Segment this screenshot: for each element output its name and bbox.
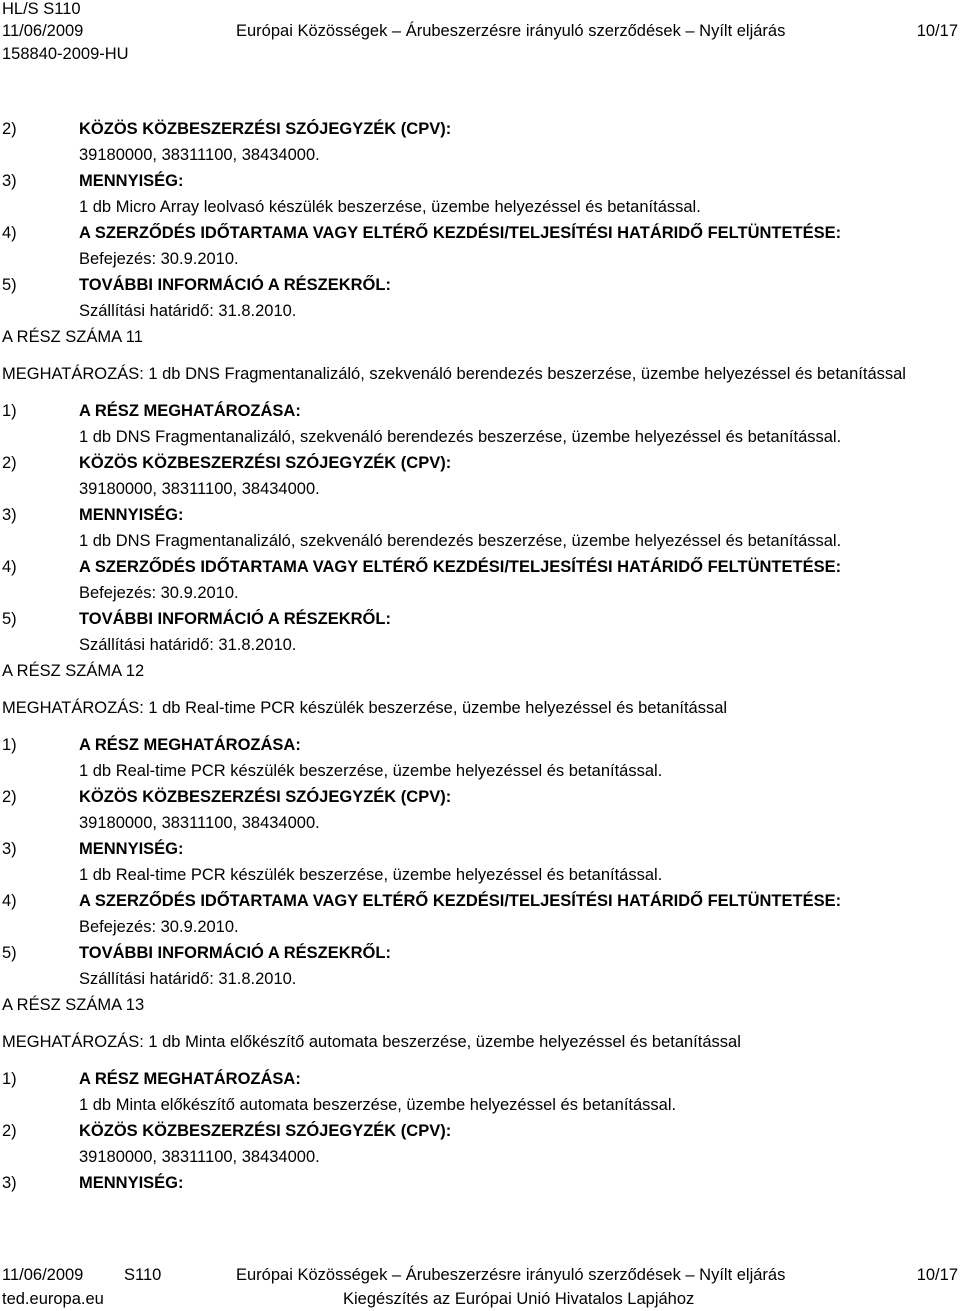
- item-number: 1): [2, 1070, 17, 1088]
- item-value: Befejezés: 30.9.2010.: [79, 250, 239, 268]
- item-number: 5): [2, 944, 17, 962]
- part-item-value: [0, 966, 960, 992]
- part-item-value: [0, 1144, 960, 1170]
- part-item: [0, 836, 960, 862]
- item-heading: KÖZÖS KÖZBESZERZÉSI SZÓJEGYZÉK (CPV):: [79, 1122, 452, 1140]
- header-title: Európai Közösségek – Árubeszerzésre irányuló szerződések – Nyílt eljárás: [236, 22, 786, 40]
- item-value: Szállítási határidő: 31.8.2010.: [79, 636, 297, 654]
- intro-item-duration: [0, 220, 960, 246]
- item-number: 4): [2, 892, 17, 910]
- page-footer: [0, 1262, 960, 1311]
- part-item-value: [0, 424, 960, 450]
- intro-item-info-value: [0, 298, 960, 324]
- part-item-value: [0, 476, 960, 502]
- item-heading: A RÉSZ MEGHATÁROZÁSA:: [79, 1070, 301, 1088]
- header-doc-id: 158840-2009-HU: [2, 45, 129, 63]
- item-number: 5): [2, 610, 17, 628]
- item-number: 2): [2, 120, 17, 138]
- part-definition: MEGHATÁROZÁS: 1 db DNS Fragmentanalizáló, szekvenáló berendezés beszerzése, üzembe helyezéssel és betanítással: [2, 365, 906, 383]
- item-number: 1): [2, 402, 17, 420]
- document-body: [0, 116, 960, 1196]
- part-item: [0, 1170, 960, 1196]
- item-value: 1 db DNS Fragmentanalizáló, szekvenáló berendezés beszerzése, üzembe helyezéssel és betanítással.: [79, 428, 842, 446]
- item-number: 2): [2, 454, 17, 472]
- item-heading: KÖZÖS KÖZBESZERZÉSI SZÓJEGYZÉK (CPV):: [79, 120, 452, 138]
- item-value: Befejezés: 30.9.2010.: [79, 584, 239, 602]
- item-value: 1 db Real-time PCR készülék beszerzése, üzembe helyezéssel és betanítással.: [79, 866, 663, 884]
- footer-supplement: Kiegészítés az Európai Unió Hivatalos Lapjához: [343, 1290, 695, 1308]
- footer-page-number: 10/17: [916, 1266, 958, 1284]
- footer-date: 11/06/2009: [2, 1266, 84, 1284]
- item-value: Szállítási határidő: 31.8.2010.: [79, 302, 297, 320]
- part-item: [0, 502, 960, 528]
- item-heading: A RÉSZ MEGHATÁROZÁSA:: [79, 402, 301, 420]
- item-number: 3): [2, 840, 17, 858]
- item-heading: A SZERZŐDÉS IDŐTARTAMA VAGY ELTÉRŐ KEZDÉSI/TELJESÍTÉSI HATÁRIDŐ FELTÜNTETÉSE:: [79, 558, 842, 576]
- intro-item-duration-value: [0, 246, 960, 272]
- part-item: [0, 1118, 960, 1144]
- header-series: HL/S S110: [2, 0, 81, 18]
- part-item: [0, 888, 960, 914]
- part-item: [0, 1066, 960, 1092]
- part-item-value: [0, 1092, 960, 1118]
- item-heading: A SZERZŐDÉS IDŐTARTAMA VAGY ELTÉRŐ KEZDÉSI/TELJESÍTÉSI HATÁRIDŐ FELTÜNTETÉSE:: [79, 892, 842, 910]
- item-number: 3): [2, 1174, 17, 1192]
- item-value: Befejezés: 30.9.2010.: [79, 918, 239, 936]
- item-number: 2): [2, 1122, 17, 1140]
- footer-title: Európai Közösségek – Árubeszerzésre irányuló szerződések – Nyílt eljárás: [236, 1266, 786, 1284]
- part-item: [0, 732, 960, 758]
- part-item-value: [0, 632, 960, 658]
- part-title: A RÉSZ SZÁMA 13: [2, 996, 145, 1014]
- part-title: A RÉSZ SZÁMA 12: [2, 662, 145, 680]
- part-item-value: [0, 580, 960, 606]
- part-item-value: [0, 810, 960, 836]
- part-item-value: [0, 914, 960, 940]
- intro-item-info: [0, 272, 960, 298]
- part-item: [0, 450, 960, 476]
- item-value: 1 db Minta előkészítő automata beszerzése, üzembe helyezéssel és betanítással.: [79, 1096, 677, 1114]
- item-heading: TOVÁBBI INFORMÁCIÓ A RÉSZEKRŐL:: [79, 944, 391, 962]
- item-value: Szállítási határidő: 31.8.2010.: [79, 970, 297, 988]
- part-title: A RÉSZ SZÁMA 11: [2, 328, 143, 346]
- intro-item-quantity: [0, 168, 960, 194]
- item-value: 39180000, 38311100, 38434000.: [79, 814, 320, 832]
- item-heading: KÖZÖS KÖZBESZERZÉSI SZÓJEGYZÉK (CPV):: [79, 454, 452, 472]
- part-item: [0, 784, 960, 810]
- intro-item-cpv: [0, 116, 960, 142]
- part-item: [0, 940, 960, 966]
- item-heading: A SZERZŐDÉS IDŐTARTAMA VAGY ELTÉRŐ KEZDÉSI/TELJESÍTÉSI HATÁRIDŐ FELTÜNTETÉSE:: [79, 224, 842, 242]
- part-item-value: [0, 758, 960, 784]
- item-heading: KÖZÖS KÖZBESZERZÉSI SZÓJEGYZÉK (CPV):: [79, 788, 452, 806]
- item-number: 4): [2, 558, 17, 576]
- part-definition: MEGHATÁROZÁS: 1 db Real-time PCR készülék beszerzése, üzembe helyezéssel és betanítással: [2, 699, 728, 717]
- item-number: 5): [2, 276, 17, 294]
- item-heading: MENNYISÉG:: [79, 1174, 184, 1192]
- item-heading: MENNYISÉG:: [79, 506, 184, 524]
- item-number: 3): [2, 506, 17, 524]
- part-item: [0, 398, 960, 424]
- part-item: [0, 554, 960, 580]
- item-heading: MENNYISÉG:: [79, 172, 184, 190]
- part-definition: MEGHATÁROZÁS: 1 db Minta előkészítő automata beszerzése, üzembe helyezéssel és betanítással: [2, 1033, 741, 1051]
- item-number: 3): [2, 172, 17, 190]
- item-value: 1 db Real-time PCR készülék beszerzése, üzembe helyezéssel és betanítással.: [79, 762, 663, 780]
- item-value: 39180000, 38311100, 38434000.: [79, 146, 320, 164]
- item-value: 1 db DNS Fragmentanalizáló, szekvenáló berendezés beszerzése, üzembe helyezéssel és betanítással.: [79, 532, 842, 550]
- item-heading: MENNYISÉG:: [79, 840, 184, 858]
- page-header: [0, 0, 960, 70]
- intro-item-quantity-value: [0, 194, 960, 220]
- item-heading: TOVÁBBI INFORMÁCIÓ A RÉSZEKRŐL:: [79, 276, 391, 294]
- item-number: 4): [2, 224, 17, 242]
- item-value: 39180000, 38311100, 38434000.: [79, 1148, 320, 1166]
- part-item: [0, 606, 960, 632]
- item-heading: A RÉSZ MEGHATÁROZÁSA:: [79, 736, 301, 754]
- intro-item-cpv-value: [0, 142, 960, 168]
- item-number: 1): [2, 736, 17, 754]
- item-heading: TOVÁBBI INFORMÁCIÓ A RÉSZEKRŐL:: [79, 610, 391, 628]
- header-page-number: 10/17: [916, 22, 958, 40]
- part-item-value: [0, 528, 960, 554]
- header-date: 11/06/2009: [2, 22, 84, 40]
- item-value: 1 db Micro Array leolvasó készülék beszerzése, üzembe helyezéssel és betanítással.: [79, 198, 701, 216]
- footer-series: S110: [124, 1266, 162, 1284]
- item-value: 39180000, 38311100, 38434000.: [79, 480, 320, 498]
- footer-site-link[interactable]: ted.europa.eu: [2, 1290, 104, 1308]
- item-number: 2): [2, 788, 17, 806]
- part-item-value: [0, 862, 960, 888]
